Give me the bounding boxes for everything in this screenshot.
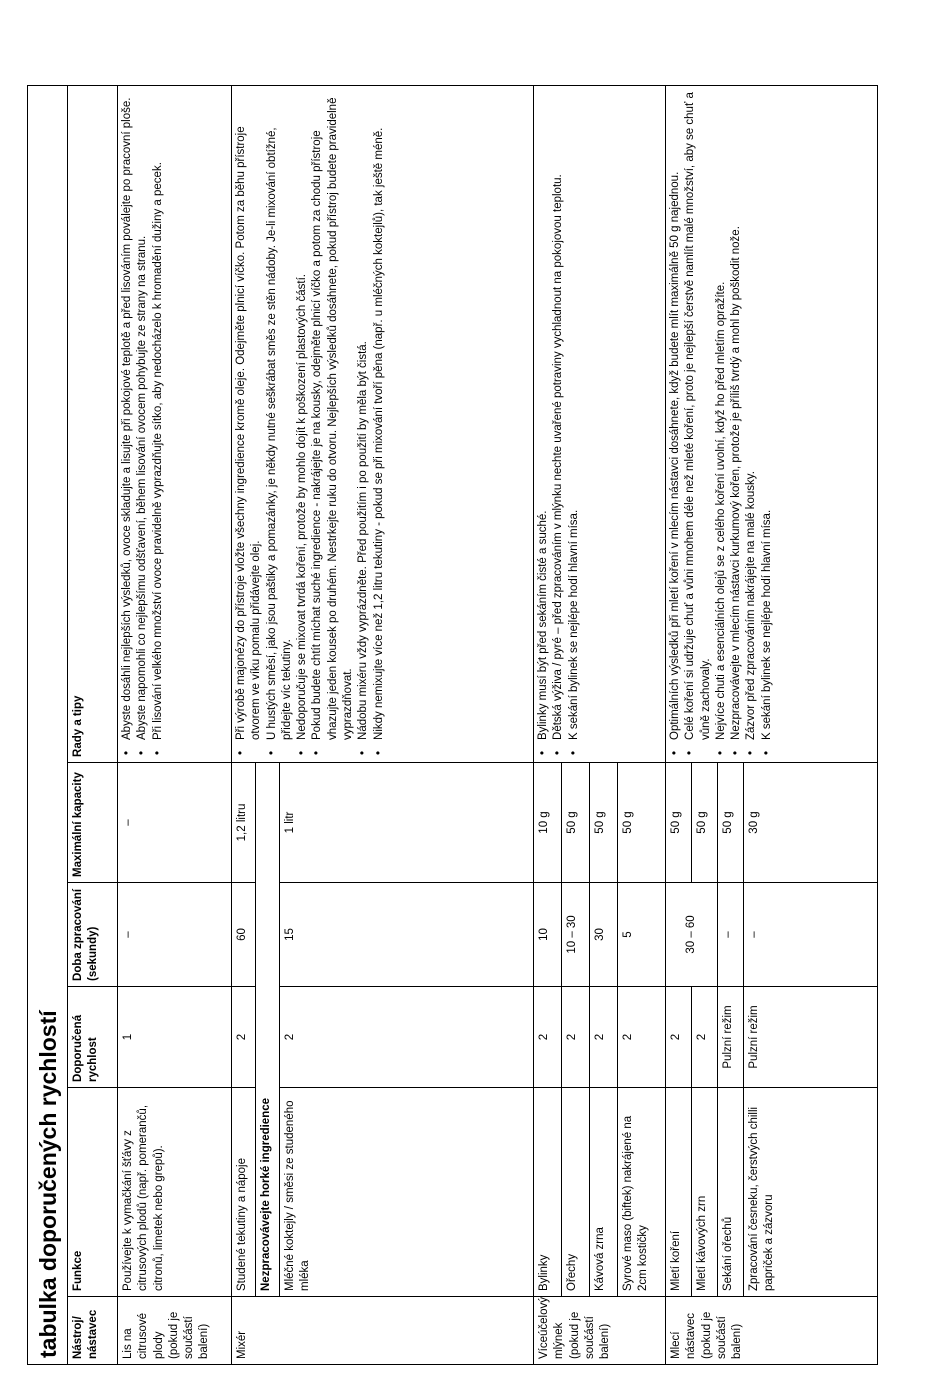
chopper-time: 10 – 30: [562, 882, 590, 986]
mixer-tool: Mixér: [232, 1297, 534, 1365]
tip-item: • Optimálních výsledků při mletí koření v mlecím nástavci dosáhnete, když budete mlít maximálně 50 g najednou.: [668, 90, 683, 758]
header-row: [68, 86, 118, 1365]
chopper-capacity: 50 g: [562, 762, 590, 882]
mill-speed: 2: [692, 986, 718, 1087]
hot-ingredients-warning: Nezpracovávejte horké ingredience: [256, 762, 280, 1296]
chopper-speed: 2: [534, 986, 562, 1087]
mill-tool: Mlecí nástavec (pokud je součástí balení): [666, 1297, 878, 1365]
chopper-function: Bylinky: [534, 1087, 562, 1296]
tip-item: • Nedoporučuje se mixovat tvrdá koření, protože by mohlo dojít k poškození plastových částí.: [295, 90, 310, 758]
tip-item: • Bylinky musí být před sekáním čisté a suché.: [536, 90, 551, 758]
page-title: tabulka doporučených rychlostí: [27, 85, 67, 1365]
mill-speed: Pulzní režim: [744, 986, 878, 1087]
chopper-tips: [534, 86, 666, 763]
header-tips: Rady a tipy: [68, 86, 118, 763]
mill-function: Zpracování česneku, čerstvých chilli papriček a zázvoru: [744, 1087, 878, 1296]
citrus-tool: Lis na citrusové plody (pokud je součástí balení): [118, 1297, 232, 1365]
header-tool: Nástroj/ nástavec: [68, 1297, 118, 1365]
mill-function: Mletí koření: [666, 1087, 692, 1296]
tip-item: • Při výrobě majonézy do přístroje vložte všechny ingredience kromě oleje. Odejměte plnicí víčko. Potom za běhu přístroje otvorem ve víku pomalu přidávejte olej.: [234, 90, 265, 758]
chopper-capacity: 50 g: [590, 762, 618, 882]
header-capacity: Maximální kapacity: [68, 762, 118, 882]
tip-item: • Celé koření si udržuje chuť a vůni mnohem déle než mleté koření, proto je nejlepší čerstvě namlít malé množství, aby se chuť a vůně zachovaly.: [683, 90, 714, 758]
citrus-row: [118, 86, 232, 1365]
mill-speed: Pulzní režim: [718, 986, 744, 1087]
tip-item: • Nejvíce chuti a esenciálních olejů se z celého koření uvolní, když ho před mletím opražíte.: [714, 90, 729, 758]
mixer-function-cold: Studené tekutiny a nápoje: [232, 1087, 256, 1296]
citrus-speed: 1: [118, 986, 232, 1087]
tip-item: • Abyste dosáhli nejlepších výsledků, ovoce skladujte a lisujte při pokojové teplotě a před lisováním poválejte po pracovní ploše.: [120, 90, 135, 758]
chopper-time: 10: [534, 882, 562, 986]
mixer-speed-cold: 2: [232, 986, 256, 1087]
citrus-function: Používejte k vymačkání šťávy z citrusových plodů (např. pomerančů, citronů, limetek nebo grepů).: [118, 1087, 232, 1296]
mixer-time-cold: 60: [232, 882, 256, 986]
mixer-capacity-milk: 1 litr: [280, 762, 534, 882]
tip-item: • K sekání bylinek se nejlépe hodí hlavní mísa.: [567, 90, 582, 758]
tip-item: • Dětská výživa / pyré – před zpracováním v mlýnku nechte uvařené potraviny vychladnout na pokojovou teplotu.: [551, 90, 566, 758]
citrus-time: –: [118, 882, 232, 986]
citrus-tips: [118, 86, 232, 763]
mixer-time-milk: 15: [280, 882, 534, 986]
tip-item: • Nezpracovávejte v mlecím nástavci kurkumový kořen, protože je příliš tvrdý a mohl by poškodit nože.: [729, 90, 744, 758]
tip-item: • U hustých směsí, jako jsou paštiky a pomazánky, je někdy nutné seškrábat směs ze stěn nádoby. Je-li mixování obtížné, přidejte víc tekutiny.: [265, 90, 296, 758]
rotated-page: [27, 85, 865, 1365]
chopper-speed: 2: [618, 986, 666, 1087]
mill-speed: 2: [666, 986, 692, 1087]
chopper-capacity: 50 g: [618, 762, 666, 882]
chopper-capacity: 10 g: [534, 762, 562, 882]
chopper-speed: 2: [562, 986, 590, 1087]
mill-time: –: [744, 882, 878, 986]
speed-table: [67, 85, 878, 1365]
chopper-function: Ořechy: [562, 1087, 590, 1296]
mill-capacity: 50 g: [692, 762, 718, 882]
tip-item: • K sekání bylinek se nejlépe hodí hlavní mísa.: [760, 90, 775, 758]
chopper-time: 30: [590, 882, 618, 986]
mill-capacity: 50 g: [666, 762, 692, 882]
header-speed: Doporučená rychlost: [68, 986, 118, 1087]
chopper-time: 5: [618, 882, 666, 986]
chopper-row: [534, 86, 562, 1365]
citrus-capacity: –: [118, 762, 232, 882]
mill-capacity: 50 g: [718, 762, 744, 882]
mixer-row: [232, 86, 256, 1365]
tip-item: • Abyste napomohli co nejlepšímu odšťavení, během lisování ovocem pohybujte ze strany na stranu.: [135, 90, 150, 758]
chopper-tool: Víceúčelový mlýnek (pokud je součástí balení): [534, 1297, 666, 1365]
mill-time-shared: 30 – 60: [666, 882, 718, 986]
mixer-function-milk: Mléčné koktejly / směsi ze studeného mléka: [280, 1087, 534, 1296]
mixer-capacity-cold: 1,2 litru: [232, 762, 256, 882]
mill-function: Sekání ořechů: [718, 1087, 744, 1296]
tip-item: • Při lisování velkého množství ovoce pravidelně vyprazdňujte sítko, aby nedocházelo k hromadění dužiny a pecek.: [151, 90, 166, 758]
mixer-tips: [232, 86, 534, 763]
mill-function: Mletí kávových zrn: [692, 1087, 718, 1296]
mill-time: –: [718, 882, 744, 986]
tip-item: • Nikdy nemixujte více než 1,2 litru tekutiny - pokud se při mixování tvoří pěna (např. u mléčných koktejlů), tak ještě méně.: [372, 90, 387, 758]
mill-tips: [666, 86, 878, 763]
tip-item: • Nádobu mixéru vždy vyprázdněte. Před použitím i po použití by měla být čistá.: [356, 90, 371, 758]
header-function: Funkce: [68, 1087, 118, 1296]
chopper-function: Syrové maso (biftek) nakrájené na 2cm kostičky: [618, 1087, 666, 1296]
tip-item: • Zázvor před zpracováním nakrájejte na malé kousky.: [744, 90, 759, 758]
tip-item: • Pokud budete chtít míchat suché ingredience - nakrájejte je na kousky, odejměte plnicí víčko a potom za chodu přístroje vhazujte jeden kousek po druhém. Nestrkejte ruku do otvoru. Nejlepších výsledků dosáhnete, pokud přístroj budete pravidelně vyprazdňovat.: [310, 90, 356, 758]
mill-row: [666, 86, 692, 1365]
mill-capacity: 30 g: [744, 762, 878, 882]
header-time: Doba zpracování (sekundy): [68, 882, 118, 986]
chopper-speed: 2: [590, 986, 618, 1087]
mixer-speed-milk: 2: [280, 986, 534, 1087]
chopper-function: Kávová zrna: [590, 1087, 618, 1296]
